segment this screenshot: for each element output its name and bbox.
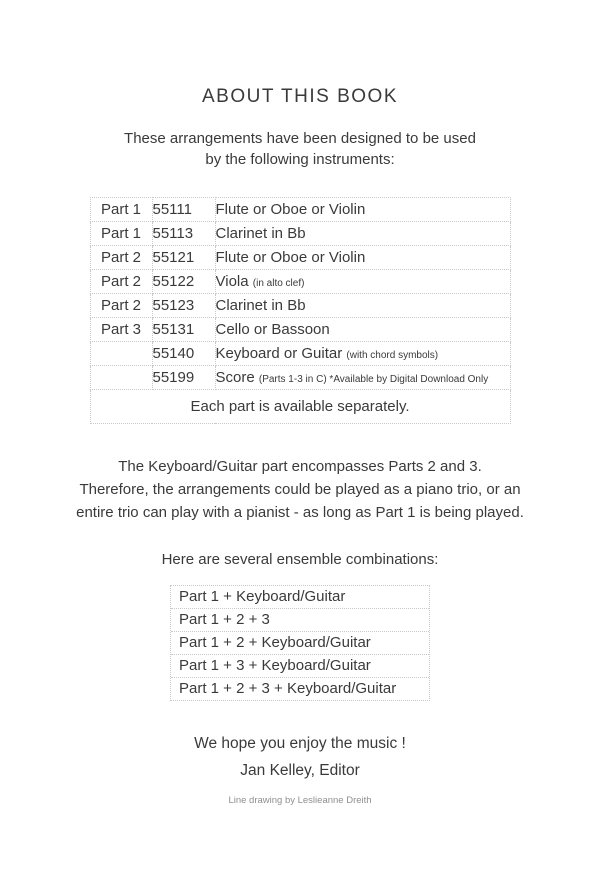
instrument-cell xyxy=(215,222,510,246)
drawing-credit: Line drawing by Leslieanne Dreith xyxy=(228,795,372,806)
part-cell: Part 3 xyxy=(90,318,152,342)
combination-item: Part 1 + Keyboard/Guitar xyxy=(171,586,429,609)
catalog-number-cell: 55199 xyxy=(152,366,215,390)
part-cell: Part 2 xyxy=(90,246,152,270)
combination-item: Part 1 + 2 + 3 xyxy=(171,609,429,632)
instrument-note: (with chord symbols) xyxy=(346,350,439,361)
instrument-cell xyxy=(215,246,510,270)
intro-line-2: by the following instruments: xyxy=(205,151,395,168)
instrument-cell xyxy=(215,342,510,366)
parts-table-row xyxy=(90,270,510,294)
parts-table-row xyxy=(90,318,510,342)
instrument-name: Cello or Bassoon xyxy=(215,321,330,338)
instrument-name: Score xyxy=(215,369,255,386)
instrument-cell xyxy=(215,294,510,318)
paragraph-line-1: The Keyboard/Guitar part encompasses Parts 2 and 3. xyxy=(118,458,482,475)
intro-text xyxy=(0,128,600,170)
instrument-cell xyxy=(215,366,510,390)
part-cell: Part 1 xyxy=(90,198,152,222)
paragraph-line-3: entire trio can play with a pianist - as long as Part 1 is being played. xyxy=(76,504,524,521)
catalog-number-cell: 55131 xyxy=(152,318,215,342)
catalog-number-cell: 55113 xyxy=(152,222,215,246)
table-footer-row xyxy=(90,390,510,424)
catalog-number-cell: 55122 xyxy=(152,270,215,294)
parts-table-row xyxy=(90,342,510,366)
parts-table xyxy=(90,197,511,424)
parts-table-row xyxy=(90,294,510,318)
part-cell: Part 2 xyxy=(90,294,152,318)
part-cell xyxy=(90,342,152,366)
instrument-cell xyxy=(215,198,510,222)
combinations-heading: Here are several ensemble combinations: xyxy=(161,551,439,568)
part-cell: Part 1 xyxy=(90,222,152,246)
combination-item: Part 1 + 2 + 3 + Keyboard/Guitar xyxy=(179,680,397,697)
table-footer-note: Each part is available separately. xyxy=(90,390,510,424)
instrument-cell xyxy=(215,318,510,342)
closing-message: We hope you enjoy the music ! xyxy=(194,735,406,752)
paragraph-line-2: Therefore, the arrangements could be played as a piano trio, or an xyxy=(79,481,521,498)
parts-table-row xyxy=(90,198,510,222)
instrument-name: Keyboard or Guitar xyxy=(215,345,343,362)
instrument-name: Flute or Oboe or Violin xyxy=(215,201,366,218)
parts-table-footer-body xyxy=(90,390,510,424)
catalog-number-cell: 55111 xyxy=(152,198,215,222)
editor-name: Jan Kelley, Editor xyxy=(240,762,360,779)
parts-table-row xyxy=(90,246,510,270)
keyboard-paragraph xyxy=(0,455,600,524)
instrument-name: Clarinet in Bb xyxy=(215,297,306,314)
part-cell: Part 2 xyxy=(90,270,152,294)
catalog-number-cell: 55121 xyxy=(152,246,215,270)
instrument-cell xyxy=(215,270,510,294)
instrument-note: (in alto clef) xyxy=(252,278,305,289)
intro-line-1: These arrangements have been designed to be used xyxy=(124,130,476,147)
catalog-number-cell: 55140 xyxy=(152,342,215,366)
instrument-name: Flute or Oboe or Violin xyxy=(215,249,366,266)
combination-item: Part 1 + 3 + Keyboard/Guitar xyxy=(171,655,429,678)
instrument-name: Clarinet in Bb xyxy=(215,225,306,242)
part-cell xyxy=(90,366,152,390)
page-title: ABOUT THIS BOOK xyxy=(201,86,398,107)
parts-table-body xyxy=(90,198,510,390)
instrument-name: Viola xyxy=(215,273,249,290)
combinations-list xyxy=(170,585,430,701)
catalog-number-cell: 55123 xyxy=(152,294,215,318)
parts-table-row xyxy=(90,366,510,390)
instrument-note: (Parts 1-3 in C) *Available by Digital Download Only xyxy=(258,374,489,385)
combination-item: Part 1 + 2 + Keyboard/Guitar xyxy=(171,632,429,655)
parts-table-row xyxy=(90,222,510,246)
